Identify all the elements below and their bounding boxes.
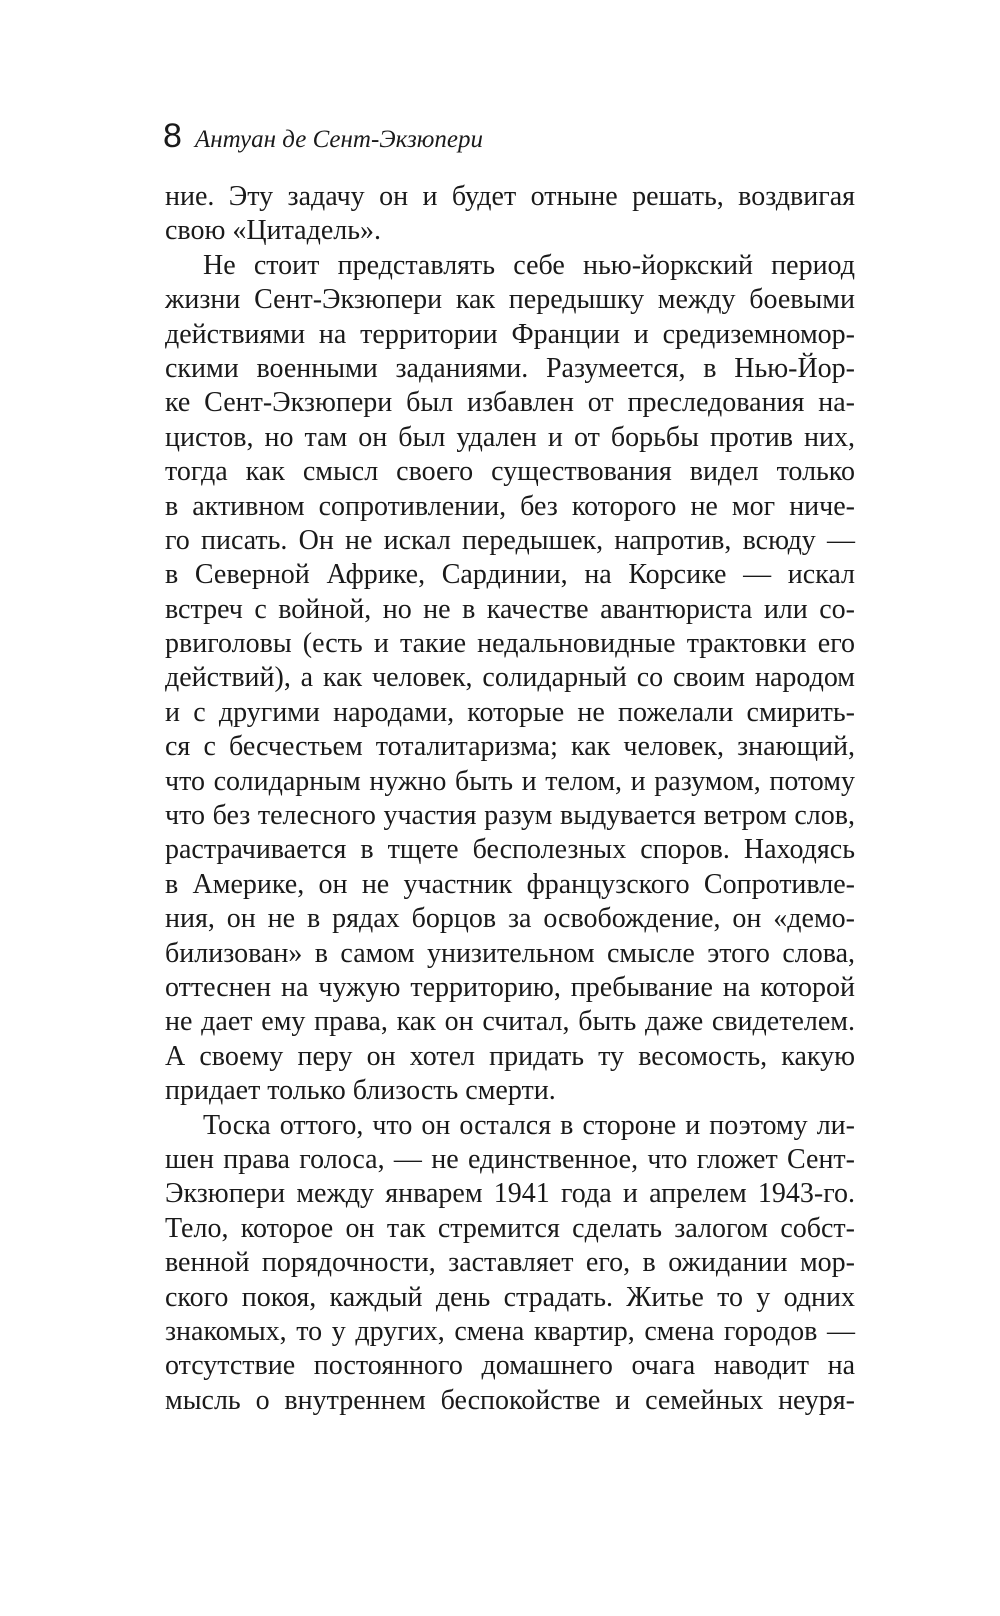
text-line: знакомых, то у других, смена квартир, смена городов —	[165, 1315, 855, 1347]
text-line: ке Сент-Экзюпери был избавлен от преследования на-	[165, 387, 855, 419]
running-head	[163, 112, 483, 160]
text-line: придает только близость смерти.	[165, 1075, 556, 1107]
text-line: в Северной Африке, Сардинии, на Корсике — искал	[165, 559, 855, 591]
text-line: что солидарным нужно быть и телом, и разумом, потому	[165, 765, 855, 797]
text-line: скими военными заданиями. Разумеется, в Нью-Йор-	[165, 352, 855, 384]
text-line: ния, он не в рядах борцов за освобождение, он «демо-	[165, 903, 855, 935]
paragraph-1	[165, 180, 855, 249]
paragraph-3	[165, 1109, 855, 1419]
text-line: в активном сопротивлении, без которого не мог ниче-	[165, 490, 855, 522]
text-line: венной порядочности, заставляет его, в ожидании мор-	[165, 1247, 855, 1279]
text-line: го писать. Он не искал передышек, напротив, всюду —	[165, 524, 855, 556]
text-line: Экзюпери между январем 1941 года и апрелем 1943-го.	[165, 1178, 855, 1210]
text-line: растрачивается в тщете бесполезных споров. Находясь	[165, 834, 855, 866]
text-line: свою «Цитадель».	[165, 215, 382, 247]
body-text	[165, 180, 855, 1418]
paragraph-2	[165, 249, 855, 1109]
text-line: мысль о внутреннем беспокойстве и семейных неуря-	[165, 1384, 855, 1416]
text-line: рвиголовы (есть и такие недальновидные трактовки его	[165, 628, 855, 660]
text-line: действиями на территории Франции и средиземномор-	[165, 318, 855, 350]
text-line: ся с бесчестьем тоталитаризма; как человек, знающий,	[165, 731, 855, 763]
text-line: ние. Эту задачу он и будет отныне решать, воздвигая	[165, 181, 855, 212]
text-line: ского покоя, каждый день страдать. Житье то у одних	[165, 1281, 855, 1313]
text-line: оттеснен на чужую территорию, пребывание на которой	[165, 971, 855, 1003]
running-head-author: Антуан де Сент-Экзюпери	[194, 126, 484, 153]
text-line: не дает ему права, как он считал, быть даже свидетелем.	[165, 1006, 855, 1038]
text-line: Тело, которое он так стремится сделать залогом собст-	[165, 1212, 855, 1244]
text-line: отсутствие постоянного домашнего очага наводит на	[165, 1350, 855, 1382]
text-line: шен права голоса, — не единственное, что гложет Сент-	[165, 1143, 855, 1175]
text-line: цистов, но там он был удален и от борьбы против них,	[165, 421, 855, 453]
text-line: жизни Сент-Экзюпери как передышку между боевыми	[165, 284, 855, 316]
text-line: и с другими народами, которые не пожелали смирить-	[165, 696, 855, 728]
text-line: в Америке, он не участник французского Сопротивле-	[165, 868, 855, 900]
text-line: тогда как смысл своего существования видел только	[165, 456, 855, 488]
text-line: Не стоит представлять себе нью-йоркский период	[203, 249, 855, 281]
page-number: 8	[163, 117, 182, 155]
text-line: действий), а как человек, солидарный со своим народом	[165, 662, 855, 694]
text-line: Тоска оттого, что он остался в стороне и поэтому ли-	[203, 1109, 855, 1141]
text-line: билизован» в самом унизительном смысле этого слова,	[165, 937, 855, 969]
text-line: что без телесного участия разум выдувается ветром слов,	[165, 800, 855, 832]
text-line: А своему перу он хотел придать ту весомость, какую	[165, 1040, 855, 1072]
text-line: встреч с войной, но не в качестве авантюриста или со-	[165, 593, 855, 625]
